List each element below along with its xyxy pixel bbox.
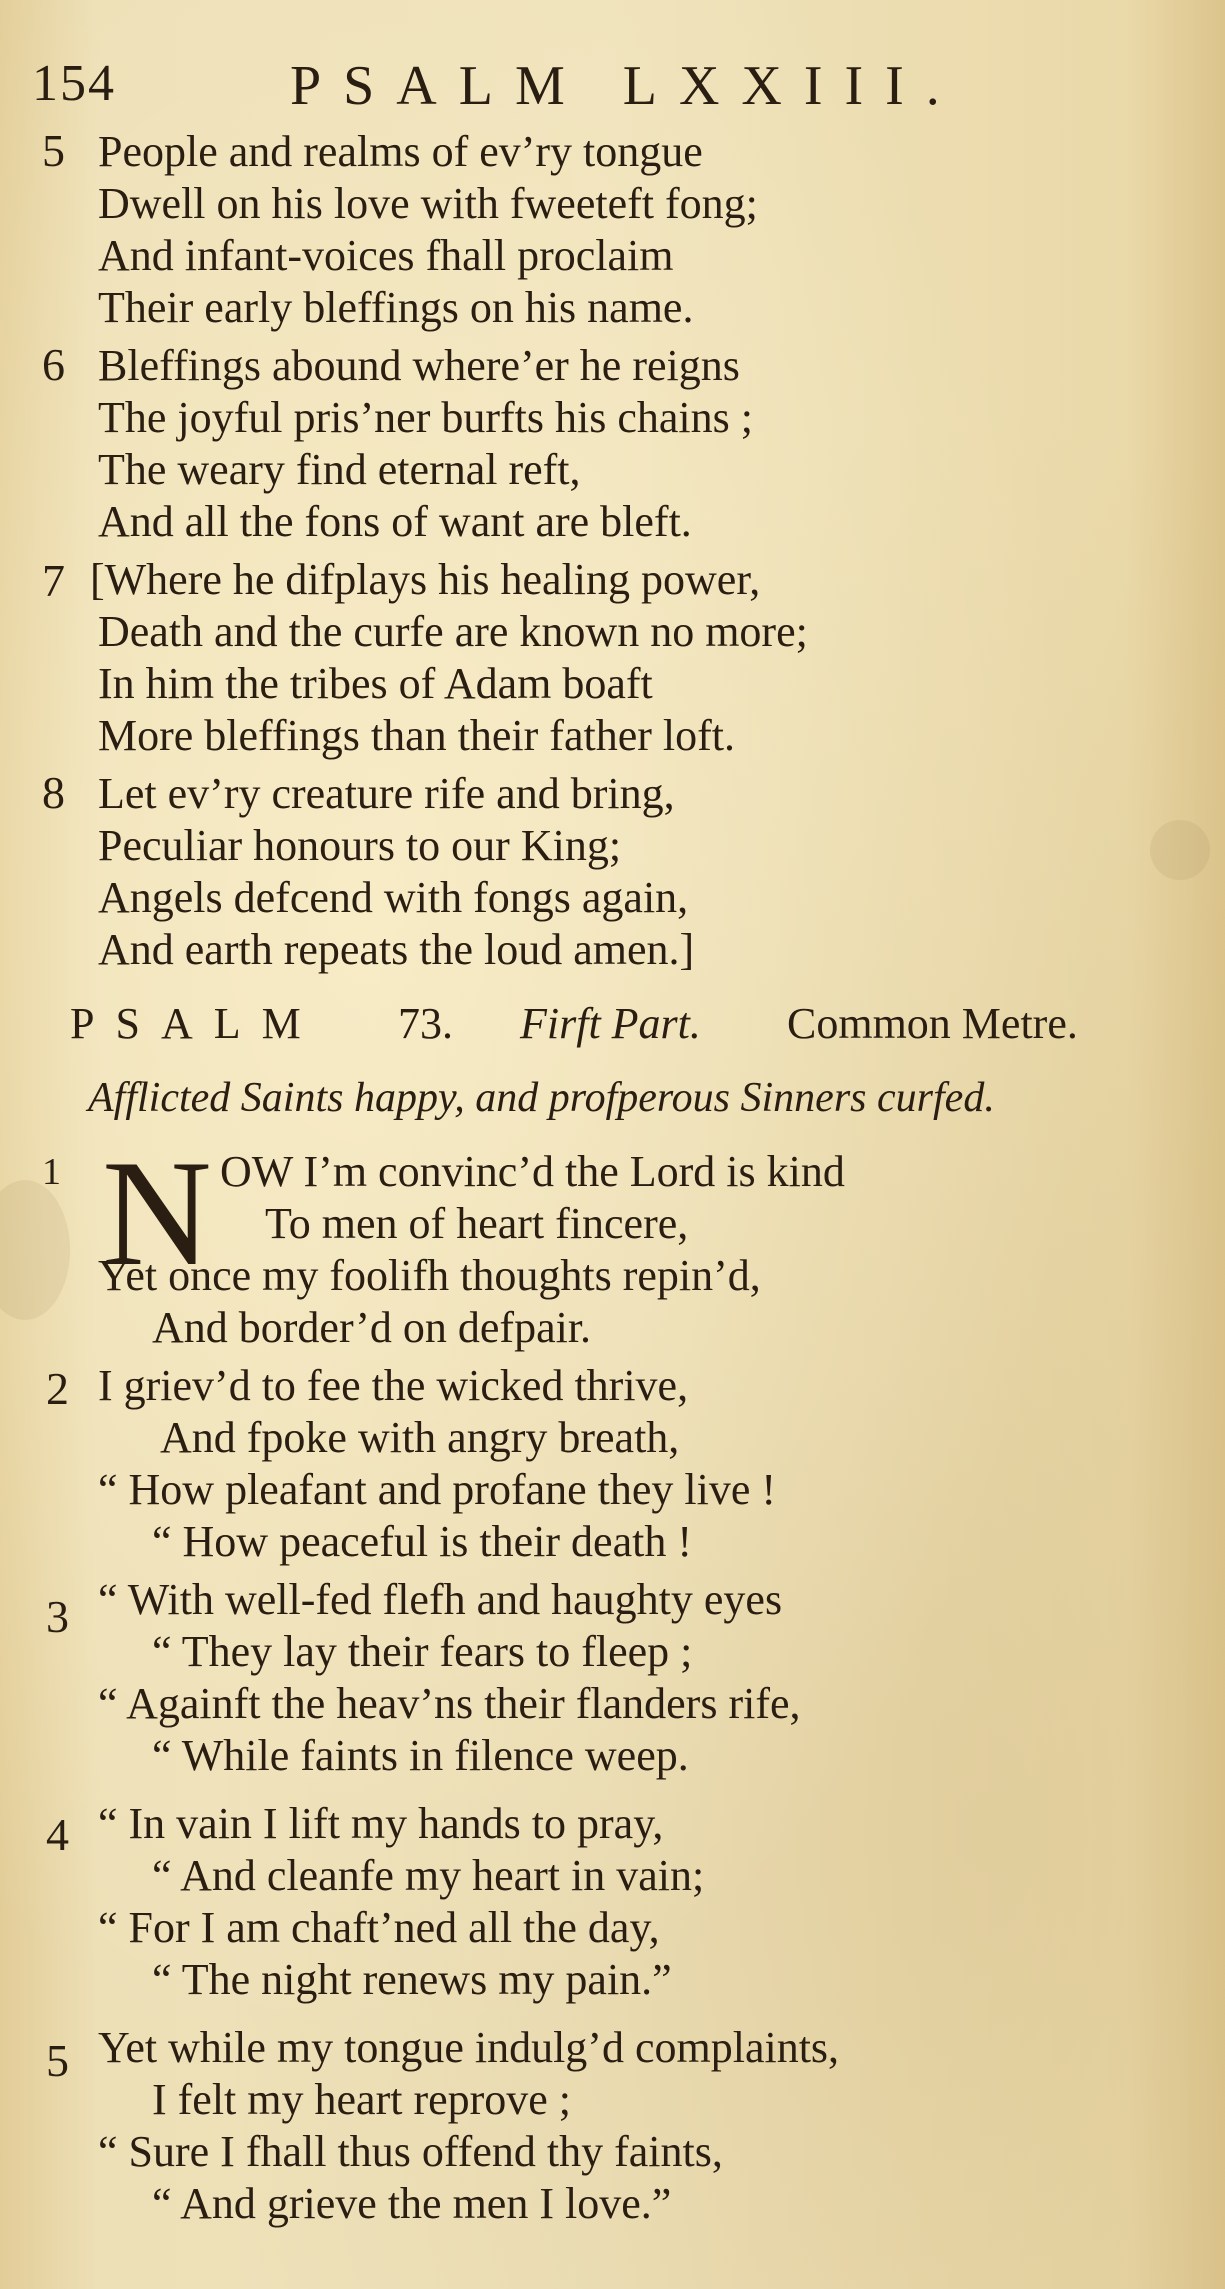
verse-line: Death and the curfe are known no more; <box>98 607 808 656</box>
stanza-number: 2 <box>46 1363 69 1414</box>
page-header <box>32 54 1212 124</box>
verse-line: And earth repeats the loud amen.] <box>98 925 695 974</box>
psalm-heading <box>70 998 1210 1058</box>
verse-line: [Where he difplays his healing power, <box>90 555 761 604</box>
verse-line: “ Sure I fhall thus offend thy faints, <box>98 2127 723 2176</box>
verse-line: The weary find eternal reft, <box>98 445 581 494</box>
psalm-title: PSALM <box>70 999 322 1048</box>
verse-line: OW I’m convinc’d the Lord is kind <box>220 1147 845 1196</box>
verse-line: I felt my heart reprove ; <box>152 2075 572 2124</box>
verse-line: “ With well-fed flefh and haughty eyes <box>98 1575 783 1624</box>
verse-line: And fpoke with angry breath, <box>160 1413 680 1462</box>
stanza-number: 4 <box>46 1809 69 1860</box>
verse-line: Peculiar honours to our King; <box>98 821 622 870</box>
stanza-number: 8 <box>42 767 65 818</box>
verse-line: I griev’d to fee the wicked thrive, <box>98 1361 689 1410</box>
stanza-number: 3 <box>46 1591 69 1642</box>
drop-cap: N <box>102 1129 212 1297</box>
verse-line: Bleffings abound where’er he reigns <box>98 341 740 390</box>
verse-line: Yet while my tongue indulg’d complaints, <box>98 2023 840 2072</box>
stanza-number: 7 <box>42 555 65 606</box>
stanza-number: 1 <box>42 1151 61 1193</box>
verse-line: “ In vain I lift my hands to pray, <box>98 1799 664 1848</box>
verse-line: “ How peaceful is their death ! <box>152 1517 692 1566</box>
verse-line: In him the tribes of Adam boaft <box>98 659 653 708</box>
verse-line: “ For I am chaft’ned all the day, <box>98 1903 660 1952</box>
verse-line: “ While faints in filence weep. <box>152 1731 689 1780</box>
verse-line: “ How pleafant and profane they live ! <box>98 1465 777 1514</box>
paper-stain <box>0 1180 70 1320</box>
verse-line: “ Againft the heav’ns their flanders rife, <box>98 1679 801 1728</box>
verse-line: Dwell on his love with fweeteft fong; <box>98 179 758 228</box>
verse-line: And all the fons of want are bleft. <box>98 497 692 546</box>
stanza-number: 5 <box>46 2035 69 2086</box>
psalm-part: Firft Part. <box>520 999 701 1048</box>
psalm-metre: Common Metre. <box>787 999 1078 1048</box>
stanza-number: 6 <box>42 339 65 390</box>
verse-line: “ The night renews my pain.” <box>152 1955 672 2004</box>
verse-line: Their early bleffings on his name. <box>98 283 694 332</box>
psalm-number: 73. <box>398 999 453 1048</box>
verse-line: “ And grieve the men I love.” <box>152 2179 672 2228</box>
verse-line: Let ev’ry creature rife and bring, <box>98 769 675 818</box>
stanza-number: 5 <box>42 125 65 176</box>
verse-line: Angels defcend with fongs again, <box>98 873 689 922</box>
running-title: PSALM LXXIII. <box>290 55 962 117</box>
verse-line: “ And cleanfe my heart in vain; <box>152 1851 705 1900</box>
verse-line: Yet once my foolifh thoughts repin’d, <box>98 1251 761 1300</box>
verse-line: And infant-voices fhall proclaim <box>98 231 674 280</box>
paper-stain <box>1150 820 1210 880</box>
verse-line: More bleffings than their father loft. <box>98 711 735 760</box>
verse-line: “ They lay their fears to fleep ; <box>152 1627 693 1676</box>
page-number: 154 <box>32 55 116 112</box>
verse-line: To men of heart fincere, <box>265 1199 689 1248</box>
verse-line: People and realms of ev’ry tongue <box>98 127 703 176</box>
verse-line: The joyful pris’ner burfts his chains ; <box>98 393 753 442</box>
verse-line: And border’d on defpair. <box>152 1303 592 1352</box>
psalm-subtitle: Afflicted Saints happy, and profperous Sinners curfed. <box>88 1075 995 1121</box>
